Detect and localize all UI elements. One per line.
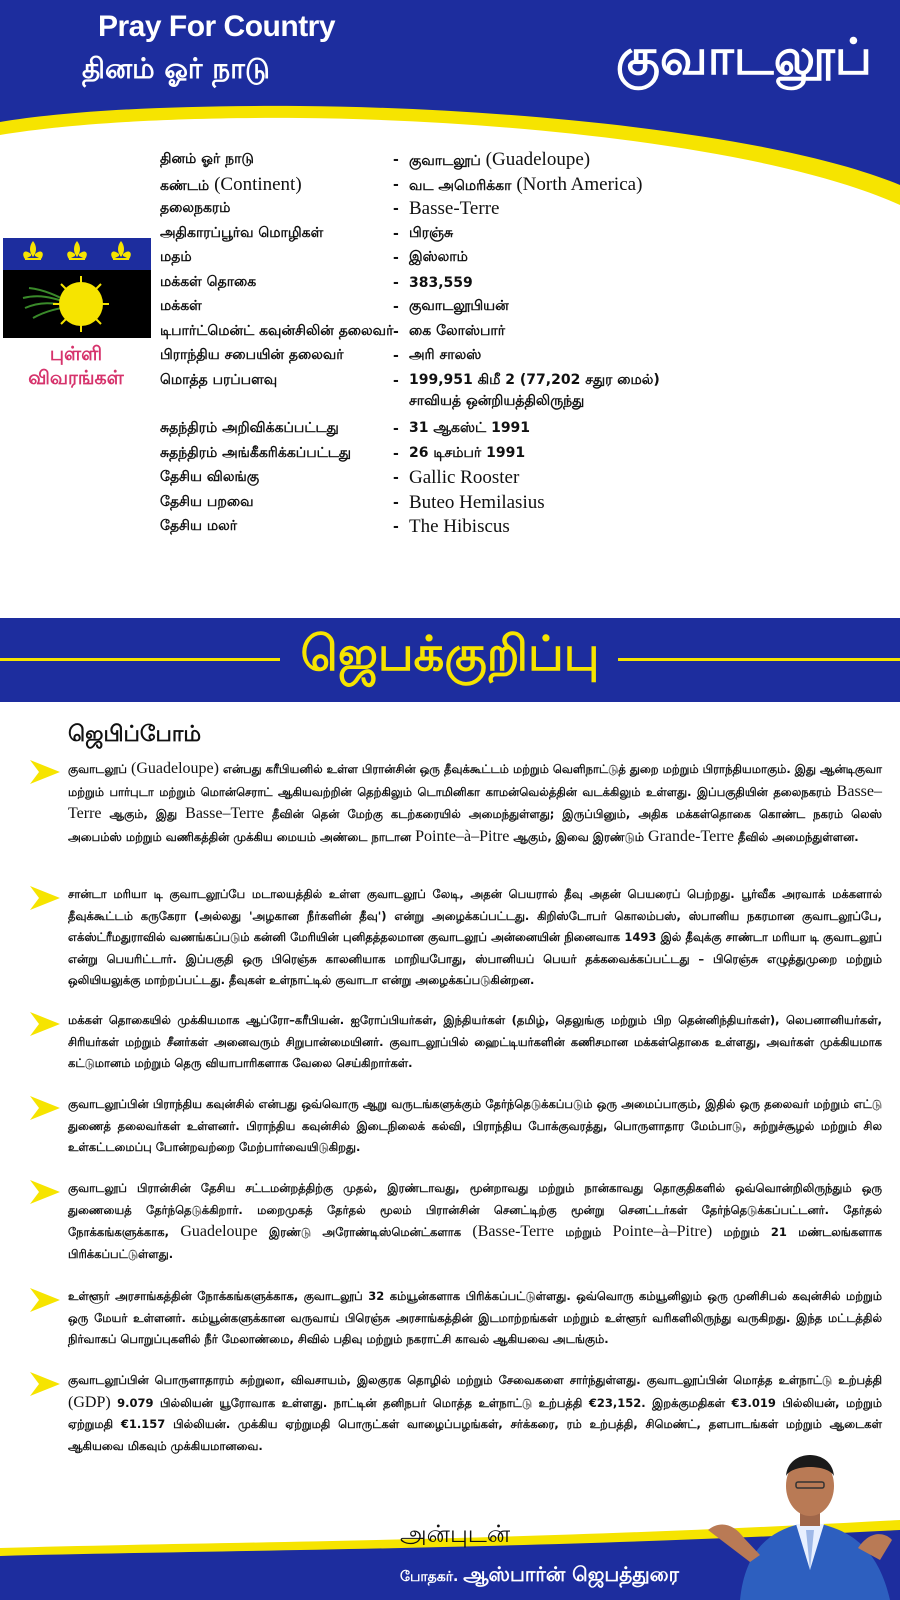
paragraph-text: தீவின் தென் மேற்கு கடற்கரையில் அமைந்துள்ளது; இருப்பினும், அதிக மக்கள்தொகை கொண்ட நகரம் லெஸ் அபைம்ஸ் மற்றும் வணிகத்தின் முக்கிய மையம் அண்டை நாடான [68,807,882,844]
fact-label [160,469,393,487]
flag-caption [0,342,152,390]
paragraph-text: குவாடலூப்பின் பிராந்திய கவுன்சில் என்பது ஒவ்வொரு ஆறு வருடங்களுக்கும் தேர்ந்தெடுக்கப்படும் ஒரு அமைப்பாகும், இதில் ஒரு தலைவர் மற்றும் எட்டு துணைத் தலைவர்கள் உள்ளனர். பிராந்திய கவுன்சில் இடைநிலைக் கல்வி, பிராந்திய போக்குவரத்து, பொருளாதார மேம்பாடு, சுற்றுச்சூழல் மற்றும் சில உள்கட்டமைப்பு போன்றவற்றை மேற்பார்வையிடுகிறது. [68,1097,882,1154]
bullet-arrow-icon [30,1012,60,1036]
paragraph-text: ஆகும், இவை இரண்டும் [509,829,649,844]
fact-value-latin: Gallic Rooster [409,467,520,489]
fact-row [160,197,860,222]
brand-english: Pray For Country [98,10,336,43]
bullet-arrow-icon [30,1372,60,1396]
fact-value-text: இஸ்லாம் [409,249,468,266]
prayer-banner [0,618,900,702]
fact-label [160,323,393,341]
fact-dash: - [393,299,399,316]
paragraph-latin-text: Pointe–à–Pitre [415,827,510,845]
fact-row [160,369,860,409]
prayer-paragraph [68,884,882,992]
paragraph-text: மக்கள் தொகையில் முக்கியமாக ஆப்ரோ–கரீபியன். ஐரோப்பியர்கள், இந்தியர்கள் (தமிழ், தெலுங்கு மற்றும் பிற தென்னிந்தியர்கள்), லெபனானியர்கள், சிரியர்கள் மற்றும் சீனர்கள் அனைவரும் சிறுபான்மையினர். குவாடலூப்பில் ஹைட்டியர்களின் கணிசமான மக்கள்தொகை உள்ளது, அவர்கள் முக்கியமாக கட்டுமானம் மற்றும் தெரு வியாபாரிகளாக வேலை செய்கிறார்கள். [68,1013,882,1070]
fact-row [160,173,860,198]
fact-label [160,174,393,196]
paragraph-latin-text: Grande-Terre [648,827,734,845]
fact-dash: - [393,152,399,169]
fact-label-text: சுதந்திரம் அறிவிக்கப்பட்டது [160,420,339,437]
paragraph-text: குவாடலூப் [68,762,131,776]
preacher-photo [700,1420,900,1600]
paragraph-text: என்பது கரீபியனில் உள்ள பிரான்சின் ஒரு தீவுக்கூட்டம் மற்றும் வெளிநாட்டுத் துறை மற்றும் பிராந்தியமாகும். இது ஆன்டிகுவா மற்றும் பார்புடா மற்றும் மொன்செராட் ஆகியவற்றின் தெற்கிலும் டொமினிகா காமன்வெல்த்தின் வடக்கிலும் உள்ளது. இப்பகுதியின் தலைநகரம் [68,762,882,799]
fact-label-text: கண்டம் [160,177,210,194]
fact-value-latin: (North America) [516,173,643,195]
fact-label-text: தேசிய மலர் [160,518,238,535]
banner-title: ஜெபக்குறிப்பு [300,626,600,682]
paragraph-latin-text: Guadeloupe [180,1223,258,1240]
paragraph-text: சான்டா மரியா டி குவாடலூப்பே மடாலயத்தில் உள்ள குவாடலூப் லேடி, அதன் பெயரால் தீவு அதன் பெயரைப் பெற்றது. பூர்வீக அரவாக் மக்களால் தீவுக்கூட்டம் கருகேரா (அல்லது 'அழகான நீர்களின் தீவு') என்று அழைக்கப்பட்டது. கிறிஸ்டோபர் கொலம்பஸ், ஸ்பானிய நகரமான குவாடலூப்பே, எக்ஸ்ட்ரீமதுராவில் வணங்கப்படும் கன்னி மேரியின் புனிதத்தலமான குவாடலூப் அன்னையின் நினைவாக 1493 இல் தீவுக்கு சாண்டா மரியா டி குவாடலூப் என்று பெயரிட்டார். இப்பகுதி ஒரு பிரெஞ்சு காலனியாக மாறியபோது, ஸ்பானியப் பெயர் தக்கவைக்கப்பட்டது – பிரெஞ்சு எழுத்துமுறை மற்றும் ஒலியியலுக்கு மாற்றப்பட்டது. தீவுகள் உள்நாட்டில் குவாடா என்று அழைக்கப்படுகின்றன. [68,887,882,987]
fact-label [160,518,393,536]
fact-value-latin: Basse-Terre [409,198,500,220]
fact-dash: - [393,176,399,193]
fact-value-text: 26 டிசம்பர் 1991 [409,444,526,461]
fact-dash: - [393,494,399,511]
bullet-arrow-icon [30,760,60,784]
prayer-paragraph [68,1010,882,1075]
fact-row [160,148,860,173]
fact-value-text: வட அமெரிக்கா [409,177,512,194]
fact-value [409,249,468,267]
fact-row [160,320,860,345]
paragraph-latin-text: (Basse-Terre [472,1223,554,1240]
fact-label-text: தினம் ஓர் நாடு [160,151,254,168]
with-love-text: அன்புடன் [400,1520,511,1548]
fact-label [160,200,393,218]
fact-label-text: டிபார்ட்மென்ட் கவுன்சிலின் தலைவர் [160,322,394,339]
fact-value [409,467,519,489]
flag-caption-line-1: புள்ளி [49,343,103,365]
bullet-arrow-icon [30,886,60,910]
fact-row [160,442,860,467]
fact-label-text: அதிகாரப்பூர்வ மொழிகள் [160,224,324,241]
fact-value [409,516,510,538]
fact-label-text: மதம் [160,249,192,266]
flag-image [3,238,151,338]
fact-row [160,344,860,369]
bullet-arrow-icon [30,1180,60,1204]
fact-row [160,271,860,296]
prayer-paragraph [68,1094,882,1159]
fact-dash: - [393,250,399,267]
fact-dash: - [393,225,399,242]
fact-dash: - [393,348,399,365]
fact-label-text: தலைநகரம் [160,200,231,217]
prayer-paragraph [68,758,882,848]
paragraph-latin-text: (GDP) [68,1393,111,1411]
fact-value-latin: (Guadeloupe) [485,149,591,171]
pastor-signature [400,1562,679,1589]
fact-label [160,347,393,365]
fact-label [160,274,393,292]
paragraph-text: உள்ளூர் அரசாங்கத்தின் நோக்கங்களுக்காக, குவாடலூப் 32 கம்யூன்களாக பிரிக்கப்பட்டுள்ளது. ஒவ்வொரு கம்யூனிலும் ஒரு முனிசிபல் கவுன்சில் மற்றும் ஒரு மேயர் உள்ளனர். கம்யூன்களுக்கான வருவாய் பிரெஞ்சு அரசாங்கத்தின் இடமாற்றங்கள் மற்றும் உள்ளூர் வரிகளிலிருந்து வருகிறது. இந்த மட்டத்தில் நிர்வாகப் பொறுப்புகளில் நீர் மேலாண்மை, சிவில் பதிவு மற்றும் நகராட்சி காவல் ஆகியவை அடங்கும். [68,1289,882,1346]
paragraph-text: 9.079 பில்லியன் யூரோவாக உள்ளது. நாட்டின் தனிநபர் மொத்த உள்நாட்டு உற்பத்தி €23,152. இறக்குமதிகள் €3.019 பில்லியன், மற்றும் ஏற்றுமதி €1.157 பில்லியன். முக்கிய ஏற்றுமதி பொருட்கள் வாழைப்பழங்கள், சர்க்கரை, ரம் உற்பத்தி, சிமெண்ட், தளபாடங்கள் மற்றும் ஆடைகள் ஆகியவை மிகவும் முக்கியமானவை. [68,1395,882,1453]
paragraph-text: குவாடலூப் பிரான்சின் தேசிய சட்டமன்றத்திற்கு முதல், இரண்டாவது, மூன்றாவது மற்றும் நான்காவது தொகுதிகளில் ஒவ்வொன்றிலிருந்தும் ஒரு துணையைத் தேர்ந்தெடுக்கிறார். மறைமுகத் தேர்தல் மூலம் பிரான்சின் செனட்டிற்கு மூன்று செனட்டர்கள் தேர்ந்தெடுக்கப்பட்டனர். தேர்தல் நோக்கங்களுக்காக, [68,1181,882,1239]
country-title: குவாடலூப் [615,28,872,86]
fact-dash: - [393,421,399,438]
fact-row [160,295,860,320]
fact-value [409,420,530,438]
fact-value [409,275,473,291]
fact-label [160,225,393,243]
fact-value [409,372,660,390]
fact-row [160,466,860,491]
fact-value-text: கை லோஸ்பார் [409,322,506,339]
fact-row [160,417,860,442]
fact-label [160,298,393,316]
bullet-arrow-icon [30,1096,60,1120]
pastor-title: போதகர். [400,1569,459,1585]
fact-value-latin: Buteo Hemilasius [409,491,545,513]
fact-label-text: தேசிய பறவை [160,493,254,510]
fact-value [409,298,509,316]
paragraph-text: மற்றும் [553,1225,613,1239]
facts-table [160,148,860,540]
prayer-paragraph [68,1178,882,1265]
paragraph-latin-text: Basse–Terre [68,782,882,822]
fact-value [409,323,505,341]
fact-label [160,420,393,438]
prayer-paragraph [68,1286,882,1351]
brand-tamil: தினம் ஓர் நாடு [82,52,270,85]
fact-value-text: பிரஞ்சு [409,224,454,241]
paragraph-latin-text: Pointe–à–Pitre) [612,1223,713,1240]
fact-value [409,445,525,463]
fact-value-text: 383,559 [409,274,473,291]
fact-dash: - [393,470,399,487]
paragraph-text: ஆகும், இது [101,807,186,821]
fact-dash: - [393,372,399,389]
bullet-arrow-icon [30,1288,60,1312]
fact-dash: - [393,323,399,340]
fact-value-text: 31 ஆகஸ்ட் 1991 [409,420,531,437]
fact-row [160,222,860,247]
fact-value-text: குவாடலூபியன் [409,298,509,315]
fact-label [160,445,393,463]
fact-value [409,198,499,220]
sub-heading: ஜெபிப்போம் [68,722,202,747]
fact-label-text: பிராந்திய சபையின் தலைவர் [160,347,344,364]
paragraph-latin-text: Basse–Terre [185,805,264,822]
fact-label-text: மொத்த பரப்பளவு [160,371,278,388]
fact-value [409,492,545,514]
fact-label-text: சுதந்திரம் அங்கீகரிக்கப்பட்டது [160,444,352,461]
fact-label-latin: (Continent) [214,173,302,195]
fact-dash: - [393,519,399,536]
fact-label-text: மக்கள் தொகை [160,273,257,290]
paragraph-text: தீவில் அமைந்துள்ளன. [733,829,859,844]
fact-label-text: மக்கள் [160,298,202,315]
fact-value [409,174,642,196]
fact-row [160,246,860,271]
fact-label [160,372,393,390]
fact-value-extra: சாவியத் ஒன்றியத்திலிருந்து [409,392,585,409]
fact-label-text: தேசிய விலங்கு [160,469,260,486]
fact-label [160,494,393,512]
pastor-name: ஆஸ்பார்ன் ஜெபத்துரை [463,1562,679,1586]
fact-row [160,515,860,540]
paragraph-latin-text: (Guadeloupe) [130,760,219,777]
fact-dash: - [393,201,399,218]
flag-caption-line-2: விவரங்கள் [28,367,124,389]
paragraph-text: குவாடலூப்பின் பொருளாதாரம் சுற்றுலா, விவசாயம், இலகுரக தொழில் மற்றும் சேவைகளை சார்ந்துள்ளது. குவாடலூப்பின் மொத்த உள்நாட்டு உற்பத்தி [68,1373,882,1387]
fact-label [160,151,393,169]
fact-value-text: 199,951 கிமீ 2 (77,202 சதுர மைல்) [409,371,660,388]
paragraph-text: மற்றும் 21 மண்டலங்களாக பிரிக்கப்பட்டுள்ளது. [68,1225,882,1261]
fact-value-text: அரி சாலஸ் [409,347,482,364]
fact-value [409,149,590,171]
paragraph-text: இரண்டு அரோண்டிஸ்மென்ட்களாக [257,1225,473,1239]
fact-dash: - [393,445,399,462]
fact-value [409,347,481,365]
fact-row [160,491,860,516]
fact-label [160,249,393,267]
fact-value-latin: The Hibiscus [409,516,510,538]
fact-value-text: குவாடலூப் [409,153,481,170]
fact-value [409,225,453,243]
fact-dash: - [393,274,399,291]
